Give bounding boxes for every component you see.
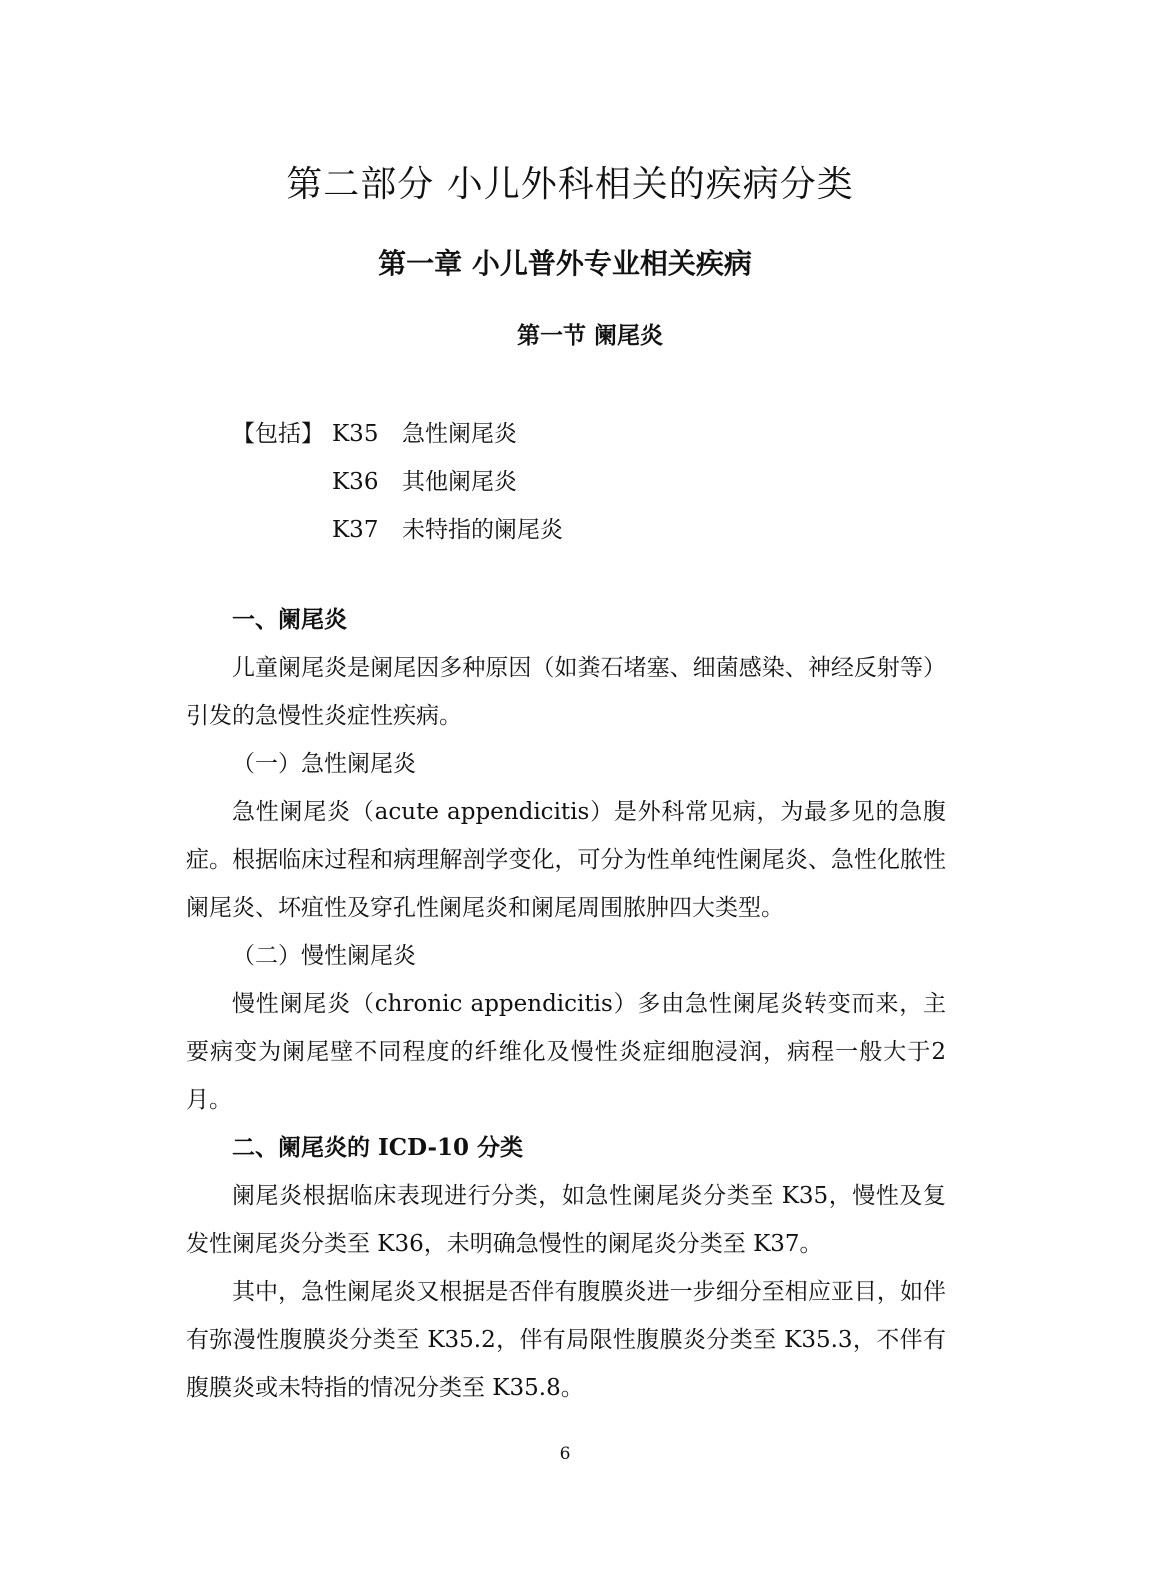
include-label-spacer bbox=[232, 458, 332, 506]
section-title: 第一节 阑尾炎 bbox=[516, 322, 663, 349]
include-name: 其他阑尾炎 bbox=[402, 469, 517, 495]
include-name: 未特指的阑尾炎 bbox=[402, 517, 563, 543]
section-heading-appendicitis: 一、阑尾炎 bbox=[232, 606, 347, 633]
chapter-title: 第一章 小儿普外专业相关疾病 bbox=[378, 247, 752, 280]
include-code: K36 bbox=[332, 469, 379, 495]
page-number: 6 bbox=[559, 1444, 571, 1464]
section-heading-icd: 二、阑尾炎的 ICD-10 分类 bbox=[232, 1134, 524, 1161]
paragraph-icd-1: 阑尾炎根据临床表现进行分类，如急性阑尾炎分类至 K35，慢性及复发性阑尾炎分类至 K36，未明确急慢性的阑尾炎分类至 K37。 bbox=[186, 1183, 946, 1257]
include-code: K37 bbox=[332, 517, 379, 543]
include-row bbox=[232, 458, 563, 506]
paragraph-icd-2: 其中，急性阑尾炎又根据是否伴有腹膜炎进一步细分至相应亚目，如伴有弥漫性腹膜炎分类至 K35.2，伴有局限性腹膜炎分类至 K35.3，不伴有腹膜炎或未特指的情况分类至 K35.8。 bbox=[186, 1279, 946, 1401]
include-list bbox=[232, 410, 563, 554]
include-name: 急性阑尾炎 bbox=[402, 421, 517, 447]
subheading-acute: （一）急性阑尾炎 bbox=[232, 751, 416, 777]
paragraph-intro: 儿童阑尾炎是阑尾因多种原因（如粪石堵塞、细菌感染、神经反射等）引发的急慢性炎症性疾病。 bbox=[186, 655, 946, 729]
include-label: 【包括】 bbox=[232, 421, 324, 447]
part-title: 第二部分 小儿外科相关的疾病分类 bbox=[286, 164, 854, 205]
include-row bbox=[232, 506, 563, 554]
subheading-chronic: （二）慢性阑尾炎 bbox=[232, 943, 416, 969]
include-code: K35 bbox=[332, 421, 379, 447]
include-row bbox=[232, 410, 563, 458]
paragraph-chronic: 慢性阑尾炎（chronic appendicitis）多由急性阑尾炎转变而来，主要病变为阑尾壁不同程度的纤维化及慢性炎症细胞浸润，病程一般大于2月。 bbox=[186, 991, 946, 1113]
paragraph-acute: 急性阑尾炎（acute appendicitis）是外科常见病，为最多见的急腹症。根据临床过程和病理解剖学变化，可分为性单纯性阑尾炎、急性化脓性阑尾炎、坏疽性及穿孔性阑尾炎和阑尾周围脓肿四大类型。 bbox=[186, 799, 946, 921]
include-label-spacer bbox=[232, 506, 332, 554]
